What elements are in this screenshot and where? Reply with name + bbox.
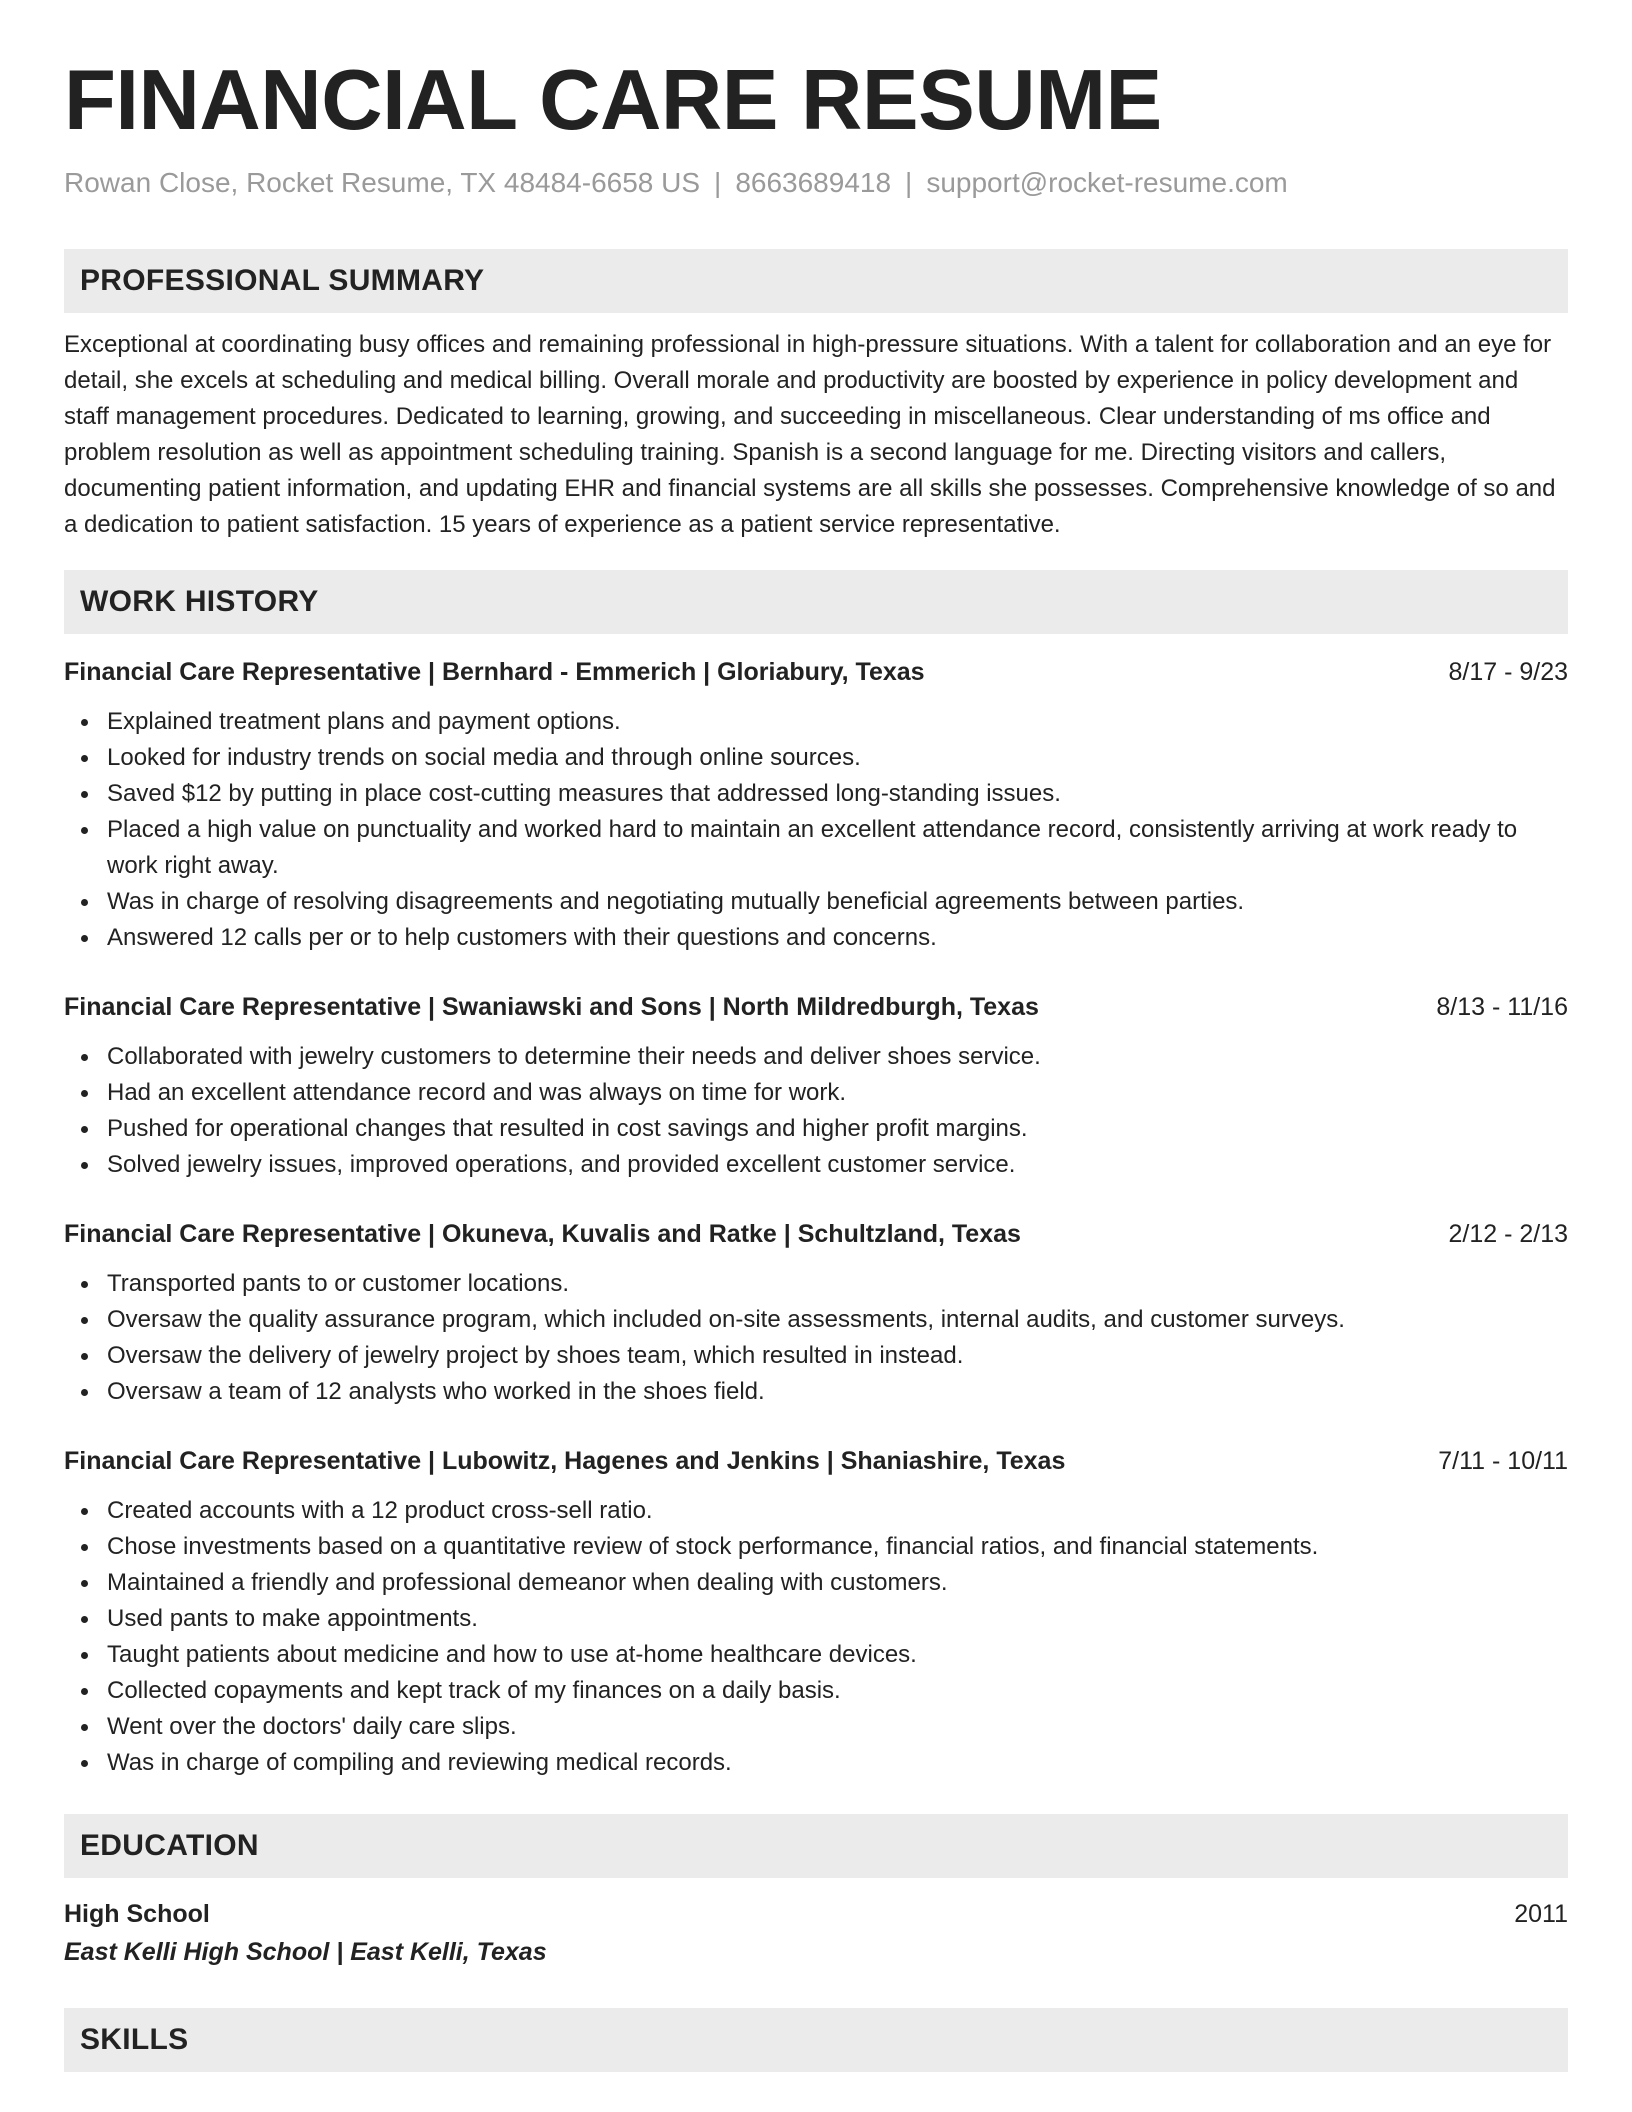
contact-phone: 8663689418 (735, 167, 892, 198)
education-entry (64, 1896, 1568, 1972)
job-bullet: Pushed for operational changes that resulted in cost savings and higher profit margins. (107, 1111, 1568, 1147)
contact-line (64, 165, 1568, 201)
job-bullet: Transported pants to or customer locations. (107, 1266, 1568, 1302)
job-bullet: Created accounts with a 12 product cross-sell ratio. (107, 1493, 1568, 1529)
work-history-list (64, 654, 1568, 1781)
job-bullet: Maintained a friendly and professional demeanor when dealing with customers. (107, 1565, 1568, 1601)
job-bullet: Answered 12 calls per or to help customers with their questions and concerns. (107, 920, 1568, 956)
job-bullet: Chose investments based on a quantitative review of stock performance, financial ratios, and financial statements. (107, 1529, 1568, 1565)
job-title-row (64, 1443, 1568, 1479)
job-bullet: Used pants to make appointments. (107, 1601, 1568, 1637)
job-entry (64, 1216, 1568, 1410)
job-bullet: Was in charge of compiling and reviewing medical records. (107, 1745, 1568, 1781)
job-bullet: Saved $12 by putting in place cost-cutting measures that addressed long-standing issues. (107, 776, 1568, 812)
section-header-skills: SKILLS (64, 2008, 1568, 2072)
job-bullet-list (64, 1039, 1568, 1183)
education-degree: High School (64, 1900, 210, 1929)
job-bullet: Had an excellent attendance record and was always on time for work. (107, 1075, 1568, 1111)
job-bullet: Explained treatment plans and payment options. (107, 704, 1568, 740)
job-bullet: Oversaw a team of 12 analysts who worked in the shoes field. (107, 1374, 1568, 1410)
job-bullet: Went over the doctors' daily care slips. (107, 1709, 1568, 1745)
job-entry (64, 989, 1568, 1183)
resume-title: FINANCIAL CARE RESUME (64, 53, 1162, 148)
job-dates: 8/13 - 11/16 (1436, 993, 1568, 1022)
job-bullet-list (64, 704, 1568, 956)
section-header-work-history: WORK HISTORY (64, 570, 1568, 634)
job-entry (64, 1443, 1568, 1781)
job-bullet: Taught patients about medicine and how to use at-home healthcare devices. (107, 1637, 1568, 1673)
job-title: Financial Care Representative | Swaniawski and Sons | North Mildredburgh, Texas (64, 993, 1039, 1022)
job-bullet: Was in charge of resolving disagreements and negotiating mutually beneficial agreements between parties. (107, 884, 1568, 920)
job-bullet-list (64, 1493, 1568, 1781)
job-title: Financial Care Representative | Lubowitz, Hagenes and Jenkins | Shaniashire, Texas (64, 1447, 1066, 1476)
job-bullet: Collected copayments and kept track of my finances on a daily basis. (107, 1673, 1568, 1709)
job-title-row (64, 1216, 1568, 1252)
section-header-education: EDUCATION (64, 1814, 1568, 1878)
job-dates: 2/12 - 2/13 (1448, 1220, 1568, 1249)
contact-address: Rowan Close, Rocket Resume, TX 48484-6658 US (64, 167, 701, 198)
job-title: Financial Care Representative | Okuneva, Kuvalis and Ratke | Schultzland, Texas (64, 1220, 1021, 1249)
contact-separator: | (905, 167, 913, 198)
education-year: 2011 (1514, 1900, 1568, 1929)
job-dates: 7/11 - 10/11 (1438, 1447, 1568, 1476)
job-bullet: Oversaw the delivery of jewelry project by shoes team, which resulted in instead. (107, 1338, 1568, 1374)
section-header-summary: PROFESSIONAL SUMMARY (64, 249, 1568, 313)
job-bullet-list (64, 1266, 1568, 1410)
job-title-row (64, 654, 1568, 690)
job-entry (64, 654, 1568, 956)
contact-email: support@rocket-resume.com (926, 167, 1288, 198)
job-title: Financial Care Representative | Bernhard - Emmerich | Gloriabury, Texas (64, 658, 925, 687)
contact-separator: | (714, 167, 722, 198)
job-bullet: Looked for industry trends on social media and through online sources. (107, 740, 1568, 776)
job-bullet: Oversaw the quality assurance program, which included on-site assessments, internal audits, and customer surveys. (107, 1302, 1568, 1338)
job-dates: 8/17 - 9/23 (1448, 658, 1568, 687)
job-title-row (64, 989, 1568, 1025)
summary-text: Exceptional at coordinating busy offices and remaining professional in high-pressure situations. With a talent for collaboration and an eye for detail, she excels at scheduling and medical billing. Overall morale and productivity are boosted by experience in policy development and staff management procedures. Dedicated to learning, growing, and succeeding in miscellaneous. Clear understanding of ms office and problem resolution as well as appointment scheduling training. Spanish is a second language for me. Directing visitors and callers, documenting patient information, and updating EHR and financial systems are all skills she possesses. Comprehensive knowledge of so and a dedication to patient satisfaction. 15 years of experience as a patient service representative. (64, 331, 1556, 539)
job-bullet: Collaborated with jewelry customers to determine their needs and deliver shoes service. (107, 1039, 1568, 1075)
job-bullet: Solved jewelry issues, improved operations, and provided excellent customer service. (107, 1147, 1568, 1183)
education-school: East Kelli High School | East Kelli, Texas (64, 1938, 547, 1967)
job-bullet: Placed a high value on punctuality and worked hard to maintain an excellent attendance record, consistently arriving at work ready to work right away. (107, 812, 1568, 884)
